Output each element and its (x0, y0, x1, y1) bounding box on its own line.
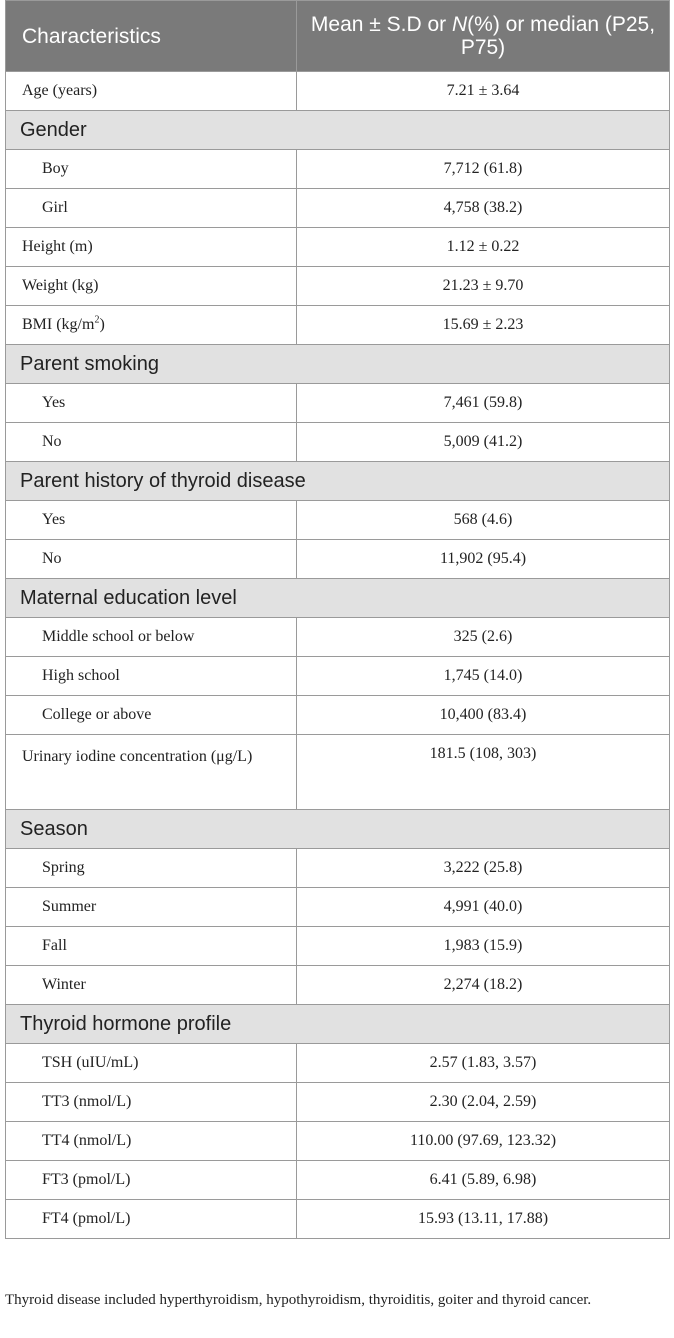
row-label: Age (years) (6, 72, 297, 111)
row-value: 15.93 (13.11, 17.88) (297, 1200, 670, 1239)
row-label: Middle school or below (6, 618, 297, 657)
table-row (6, 888, 670, 927)
row-label: Summer (6, 888, 297, 927)
row-value: 1,983 (15.9) (297, 927, 670, 966)
table-row (6, 849, 670, 888)
table-row (6, 966, 670, 1005)
row-value: 21.23 ± 9.70 (297, 267, 670, 306)
table-row (6, 735, 670, 810)
section-title: Season (6, 810, 670, 849)
table-row (6, 540, 670, 579)
row-value: 11,902 (95.4) (297, 540, 670, 579)
row-value: 181.5 (108, 303) (297, 735, 670, 810)
section-gender (6, 111, 670, 150)
table-row (6, 384, 670, 423)
row-value: 1.12 ± 0.22 (297, 228, 670, 267)
table-row (6, 1044, 670, 1083)
row-value: 7.21 ± 3.64 (297, 72, 670, 111)
row-value: 5,009 (41.2) (297, 423, 670, 462)
header-row (6, 1, 670, 72)
table-row (6, 228, 670, 267)
row-value: 1,745 (14.0) (297, 657, 670, 696)
section-parent-history (6, 462, 670, 501)
row-label: TT3 (nmol/L) (6, 1083, 297, 1122)
row-value: 2,274 (18.2) (297, 966, 670, 1005)
row-value: 6.41 (5.89, 6.98) (297, 1161, 670, 1200)
row-label: Height (m) (6, 228, 297, 267)
section-title: Parent smoking (6, 345, 670, 384)
row-label: Spring (6, 849, 297, 888)
row-label: Girl (6, 189, 297, 228)
row-label: BMI $(kg/m^2)$ (6, 306, 297, 345)
row-label: FT3 (pmol/L) (6, 1161, 297, 1200)
row-value: 7,712 (61.8) (297, 150, 670, 189)
row-label: College or above (6, 696, 297, 735)
row-value: 568 (4.6) (297, 501, 670, 540)
section-parent-smoking (6, 345, 670, 384)
row-value: 10,400 (83.4) (297, 696, 670, 735)
table-row (6, 696, 670, 735)
table-row (6, 1161, 670, 1200)
section-title: Maternal education level (6, 579, 670, 618)
row-value: 4,758 (38.2) (297, 189, 670, 228)
row-value: 15.69 ± 2.23 (297, 306, 670, 345)
section-thyroid-hormone (6, 1005, 670, 1044)
table-row (6, 927, 670, 966)
table-row (6, 1122, 670, 1161)
section-title: Parent history of thyroid disease (6, 462, 670, 501)
section-maternal-education (6, 579, 670, 618)
row-label: Winter (6, 966, 297, 1005)
row-label: No (6, 423, 297, 462)
table-row (6, 618, 670, 657)
table-row (6, 423, 670, 462)
table-row (6, 72, 670, 111)
table-row (6, 657, 670, 696)
section-title: Thyroid hormone profile (6, 1005, 670, 1044)
section-title: Gender (6, 111, 670, 150)
table-row (6, 189, 670, 228)
characteristics-table (5, 0, 670, 1239)
table-row (6, 267, 670, 306)
row-value: 3,222 (25.8) (297, 849, 670, 888)
row-value: 4,991 (40.0) (297, 888, 670, 927)
row-value: 2.30 (2.04, 2.59) (297, 1083, 670, 1122)
row-value: 110.00 (97.69, 123.32) (297, 1122, 670, 1161)
row-label: Boy (6, 150, 297, 189)
row-label: Yes (6, 501, 297, 540)
header-statistic: Mean ± S.D or N(%) or median (P25, P75) (297, 1, 670, 72)
table-row (6, 1200, 670, 1239)
header-characteristics: Characteristics (6, 1, 297, 72)
row-value: 325 (2.6) (297, 618, 670, 657)
row-value: 2.57 (1.83, 3.57) (297, 1044, 670, 1083)
section-season (6, 810, 670, 849)
table-row (6, 501, 670, 540)
row-label: Urinary iodine concentration (μg/L) (6, 735, 297, 810)
row-label: FT4 (pmol/L) (6, 1200, 297, 1239)
row-label: Fall (6, 927, 297, 966)
row-value: 7,461 (59.8) (297, 384, 670, 423)
row-label: Yes (6, 384, 297, 423)
row-label: No (6, 540, 297, 579)
row-label: High school (6, 657, 297, 696)
table-row (6, 306, 670, 345)
row-label: Weight (kg) (6, 267, 297, 306)
table-row (6, 1083, 670, 1122)
table-row (6, 150, 670, 189)
row-label: TT4 (nmol/L) (6, 1122, 297, 1161)
row-label: TSH (uIU/mL) (6, 1044, 297, 1083)
table-footnote: Thyroid disease included hyperthyroidism, hypothyroidism, thyroiditis, goiter and thyroid cancer. (5, 1292, 592, 1308)
